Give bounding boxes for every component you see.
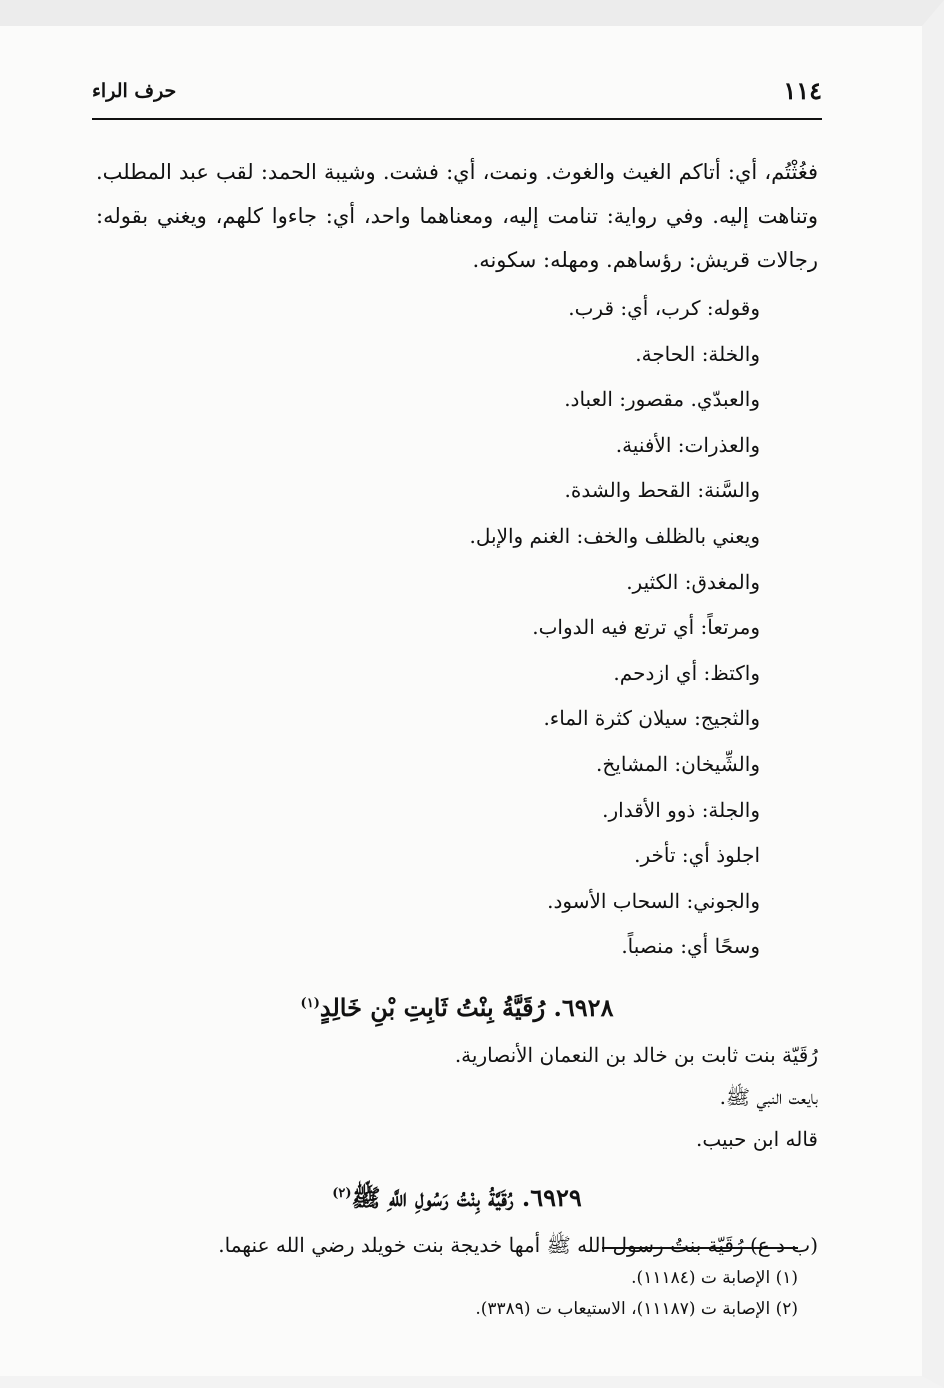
entry-line: رُقَيّة بنت ثابت بن خالد بن النعمان الأنصارية.	[454, 1042, 818, 1067]
entry-title	[96, 978, 818, 1034]
definition-item: والجوني: السحاب الأسود.	[547, 888, 760, 913]
running-head: حرف الراء	[92, 80, 177, 102]
page-number: ١١٤	[783, 76, 822, 105]
definitions-list	[96, 286, 818, 970]
entry-title-text: ٦٩٢٨. رُقَيَّةُ بِنْتُ ثَابِتِ بْنِ خَالِدٍ	[319, 992, 614, 1022]
footnote-ref: (١)	[300, 995, 320, 1011]
definition-item: والعذرات: الأفنية.	[615, 432, 760, 457]
definition-item: اجلوذ أي: تأخر.	[634, 843, 760, 868]
entry-line: بايعت النبي ﷺ.	[719, 1084, 818, 1109]
footnote: (٢) الإصابة ت (١١١٨٧)، الاستيعاب ت (٣٣٨٩).	[475, 1299, 798, 1319]
definition-item: والثجيج: سيلان كثرة الماء.	[543, 706, 760, 731]
definition-item: وقوله: كرب، أي: قرب.	[568, 296, 760, 320]
footnote-ref: (٢)	[332, 1185, 352, 1201]
definition-item: واكتظ: أي ازدحم.	[613, 660, 760, 685]
definition-item: ومرتعاً: أي ترتع فيه الدواب.	[532, 615, 760, 640]
definition-item: وسحًا أي: منصباً.	[621, 934, 760, 959]
page-header	[92, 74, 822, 120]
definition-item: والشِّيخان: المشايخ.	[596, 751, 760, 776]
page-body	[96, 150, 818, 1266]
definition-item: والعبدّي. مقصور: العباد.	[564, 387, 760, 412]
entry-title-text: ٦٩٢٩. رُقَيَّةُ بِنْتُ رَسُولِ اللَّهِ ﷺ	[351, 1182, 582, 1212]
definition-item: والسَّنة: القحط والشدة.	[564, 478, 760, 503]
definition-item: والمغدق: الكثير.	[626, 569, 760, 594]
definition-item: والخلة: الحاجة.	[635, 341, 760, 366]
definition-item: والجلة: ذوو الأقدار.	[602, 797, 760, 822]
footnote-divider	[602, 1247, 798, 1249]
entry-line: قاله ابن حبيب.	[696, 1126, 818, 1151]
entry-line: (ب د ع) رُقَيّة بنتُ رسول الله ﷺ أمها خديجة بنت خويلد رضي الله عنهما.	[218, 1232, 818, 1257]
footnotes	[98, 1247, 798, 1325]
entry-6928	[96, 978, 818, 1160]
footnote: (١) الإصابة ت (١١١٨٤).	[631, 1268, 798, 1288]
entry-title	[96, 1168, 818, 1224]
definition-item: ويعني بالظلف والخف: الغنم والإبل.	[469, 523, 760, 548]
opening-paragraph: فغُثْتُم، أي: أتاكم الغيث والغوث. ونمت، أي: فشت. وشيبة الحمد: لقب عبد المطلب. وتناهت إليه. وفي رواية: تنامت إليه، ومعناهما واحد، أي: جاءوا كلهم، ويغني بقوله: رجالات قريش: رؤساهم. ومهله: سكونه.	[96, 160, 818, 272]
